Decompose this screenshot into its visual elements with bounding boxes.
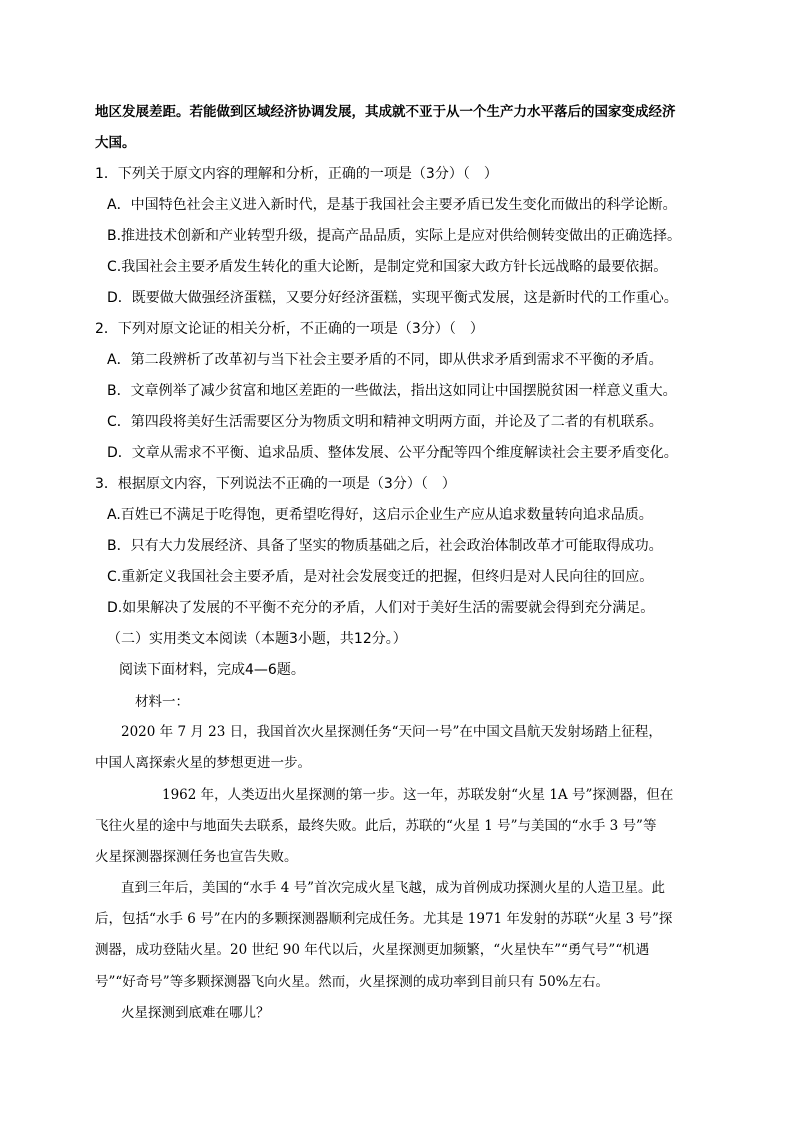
question-2-stem: 2．下列对原文论证的相关分析，不正确的一项是（3分）（ ）	[95, 321, 484, 337]
section-2-instruction: 阅读下面材料，完成4—6题。	[119, 662, 305, 678]
question-2-option-b: B．文章例举了减少贫富和地区差距的一些做法，指出这如同让中国摆脱贫困一样意义重大。	[107, 383, 677, 399]
section-2-heading: （二）实用类文本阅读（本题3小题，共12分。）	[107, 631, 407, 647]
material-1-paragraph-1-line-2: 中国人离探索火星的梦想更进一步。	[95, 755, 311, 771]
question-3-option-b: B．只有大力发展经济、具备了坚实的物质基础之后，社会政治体制改革才可能取得成功。	[107, 538, 663, 554]
material-1-paragraph-2-line-2: 飞往火星的途中与地面失去联系，最终失败。此后，苏联的“火星 1 号”与美国的“水手 3 号”等	[95, 818, 657, 834]
question-3-option-d: D.如果解决了发展的不平衡不充分的矛盾，人们对于美好生活的需要就会得到充分满足。	[107, 600, 655, 616]
question-2-option-d: D．文章从需求不平衡、追求品质、整体发展、公平分配等四个维度解读社会主要矛盾变化。	[107, 445, 678, 461]
material-1-paragraph-3-line-2: 后，包括“水手 6 号”在内的多颗探测器顺利完成任务。尤其是 1971 年发射的苏联“火星 3 号”探	[95, 911, 673, 927]
material-1-paragraph-2-line-3: 火星探测器探测任务也宣告失败。	[95, 849, 298, 865]
material-1-paragraph-4: 火星探测到底难在哪儿？	[121, 1005, 270, 1021]
question-2-option-c: C．第四段将美好生活需要区分为物质文明和精神文明两方面，并论及了二者的有机联系。	[107, 414, 663, 430]
question-1-option-b: B.推进技术创新和产业转型升级，提高产品品质，实际上是应对供给侧转变做出的正确选择。	[107, 228, 682, 244]
question-1-option-d: D．既要做大做强经济蛋糕，又要分好经济蛋糕，实现平衡式发展，这是新时代的工作重心。	[107, 290, 678, 306]
question-1-option-a: A．中国特色社会主义进入新时代，是基于我国社会主要矛盾已发生变化而做出的科学论断。	[107, 197, 677, 213]
question-1-stem: 1．下列关于原文内容的理解和分析，正确的一项是（3分）（ ）	[95, 166, 498, 182]
material-1-paragraph-1-line-1: 2020 年 7 月 23 日，我国首次火星探测任务“天问一号”在中国文昌航天发射场踏上征程，	[121, 724, 662, 740]
question-2-option-a: A．第二段辨析了改革初与当下社会主要矛盾的不同，即从供求矛盾到需求不平衡的矛盾。	[107, 352, 663, 368]
material-1-paragraph-3-line-4: 号”“好奇号”等多颗探测器飞向火星。然而，火星探测的成功率到目前只有 50%左右。	[95, 974, 610, 990]
question-3-option-a: A.百姓已不满足于吃得饱，更希望吃得好，这启示企业生产应从追求数量转向追求品质。	[107, 507, 653, 523]
material-1-paragraph-3-line-1: 直到三年后，美国的“水手 4 号”首次完成火星飞越，成为首例成功探测火星的人造卫星。此	[121, 880, 665, 896]
material-1-paragraph-2-line-1: 1962 年，人类迈出火星探测的第一步。这一年，苏联发射“火星 1A 号”探测器，但在	[162, 787, 674, 803]
material-1-label: 材料一：	[135, 694, 189, 710]
question-3-stem: 3．根据原文内容，下列说法不正确的一项是（3分）（ ）	[95, 476, 456, 492]
passage-end-line-2: 大国。	[95, 135, 136, 151]
material-1-paragraph-3-line-3: 测器，成功登陆火星。20 世纪 90 年代以后，火星探测更加频繁，“火星快车”“勇气号”“机遇	[95, 942, 650, 958]
question-1-option-c: C.我国社会主要矛盾发生转化的重大论断，是制定党和国家大政方针长远战略的最要依据。	[107, 259, 668, 275]
question-3-option-c: C.重新定义我国社会主要矛盾，是对社会发展变迁的把握，但终归是对人民向往的回应。	[107, 569, 654, 585]
passage-end-line-1: 地区发展差距。若能做到区域经济协调发展，其成就不亚于从一个生产力水平落后的国家变成经济	[95, 104, 676, 120]
